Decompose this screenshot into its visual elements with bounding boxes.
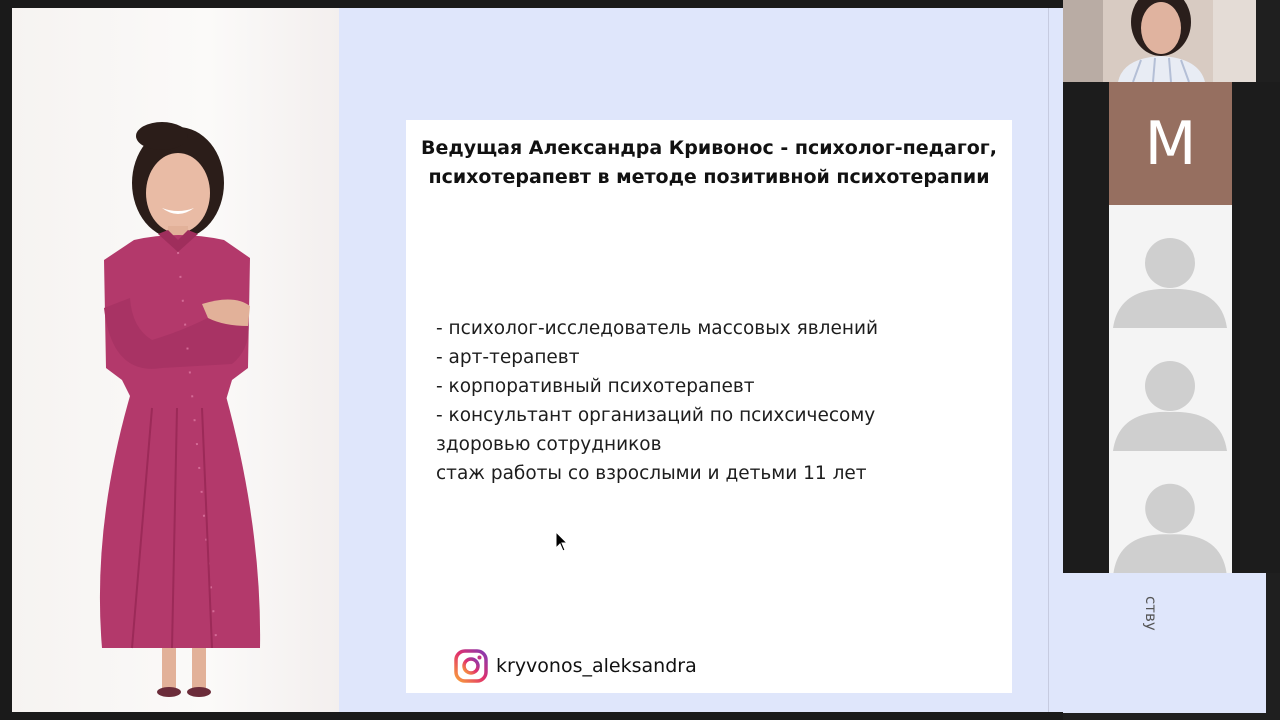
list-item: - психолог-исследователь массовых явлений bbox=[436, 318, 879, 339]
instagram-link[interactable] bbox=[454, 648, 697, 684]
title-line: психотерапевт в методе позитивной психотерапии bbox=[428, 166, 990, 188]
participant-tile[interactable] bbox=[1109, 82, 1232, 205]
person-placeholder-icon bbox=[1109, 205, 1232, 328]
list-item: стаж работы со взрослыми и детьми 11 лет bbox=[436, 463, 867, 484]
presenter-illustration bbox=[12, 8, 339, 712]
participant-tile[interactable] bbox=[1109, 328, 1232, 451]
participants-panel bbox=[1063, 82, 1280, 573]
participant-tile[interactable] bbox=[1109, 451, 1232, 573]
credentials-list bbox=[436, 314, 996, 488]
list-item: - консультант организаций по психсичесому bbox=[436, 405, 876, 426]
slide-title bbox=[406, 134, 1012, 192]
person-placeholder-icon bbox=[1109, 451, 1232, 573]
info-card bbox=[406, 120, 1012, 693]
presenter-webcam[interactable] bbox=[1063, 0, 1256, 82]
slide-edge bbox=[1063, 573, 1266, 713]
list-item: - арт-терапевт bbox=[436, 347, 580, 368]
mouse-cursor-icon bbox=[555, 531, 569, 553]
person-placeholder-icon bbox=[1109, 328, 1232, 451]
slide-divider bbox=[1048, 8, 1049, 712]
participant-tile[interactable] bbox=[1109, 205, 1232, 328]
instagram-handle: kryvonos_aleksandra bbox=[496, 655, 697, 677]
cut-off-text: ству bbox=[1142, 596, 1160, 631]
title-line: Ведущая Александра Кривонос - психолог-педагог, bbox=[421, 137, 997, 159]
presentation-slide bbox=[12, 8, 1063, 712]
instagram-icon bbox=[454, 649, 488, 683]
presenter-photo bbox=[12, 8, 339, 712]
list-item: здоровью сотрудников bbox=[436, 434, 662, 455]
webcam-feed bbox=[1063, 0, 1256, 82]
list-item: - корпоративный психотерапевт bbox=[436, 376, 755, 397]
participant-initial: М bbox=[1144, 108, 1197, 179]
